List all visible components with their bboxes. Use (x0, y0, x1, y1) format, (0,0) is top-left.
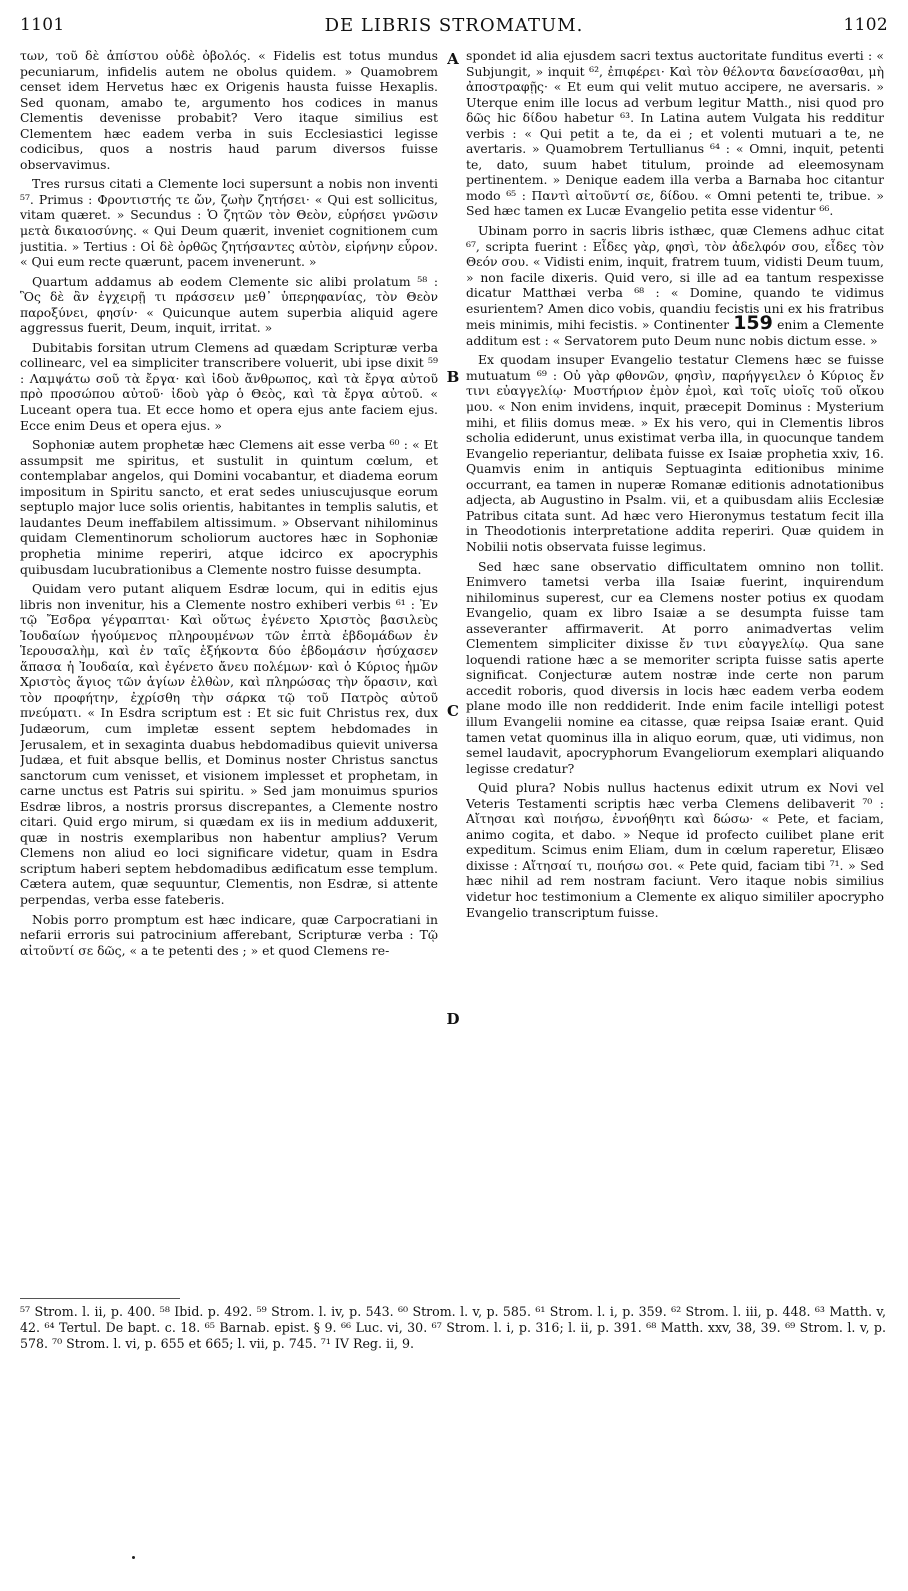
running-header (20, 12, 888, 38)
running-title: DE LIBRIS STROMATUM. (324, 14, 584, 36)
paragraph: Quidam vero putant aliquem Esdræ locum, qui in editis ejus libris non invenitur, his a Clemente nostro exhiberi verbis ⁶¹ : Ἐν τῷ Ἔσδρα γέγραπται· Καὶ οὕτως ἐγένετο Χριστὸς βασιλεὺς Ἰουδαίων ἡγούμενος πληρουμένων τῶν ἑπτὰ ἑβδομάδων ἐν Ἱερουσαλὴμ, καὶ ἐν ταῖς ἑξήκοντα δύο ἑβδομάσιν ἡσύχασεν ἅπασα ἡ Ἰουδαία, καὶ ἐγένετο ἄνευ πολέμων· καὶ ὁ Κύριος ἡμῶν Χριστὸς ἅγιος τῶν ἁγίων ἐλθὼν, καὶ πληρώσας τὴν ὅρασιν, καὶ τὸν προφήτην, ἐχρίσθη τὴν σάρκα τῷ τοῦ Πατρὸς αὐτοῦ πνεύματι. « In Esdra scriptum est : Et sic fuit Christus rex, dux Judæorum, cum impletæ essent septem hebdomades in Jerusalem, et in sexaginta duabus hebdomadibus quievit universa Judæa, et fuit absque bellis, et Dominus noster Christus sanctus sanctorum cum venisset, et visionem implesset et prophetam, in carne unctus est Patris sui spiritu. » Sed jam monuimus spurios Esdræ libros, a nostris prorsus discrepantes, a Clemente nostro citari. Quid ergo mirum, si quædam ex iis in medium adduxerit, quæ in nostris exemplaribus non habentur amplius? Verum Clemens non aliud eo loci significare videtur, quam in Esdra scriptum haberi septem hebdomadibus ædificatum esse templum. Cætera autem, quæ sequuntur, Clementis, non Esdræ, si attente perpendas, verba esse fateberis. (20, 581, 438, 907)
left-column (20, 48, 438, 1288)
margin-letter-b: B (446, 368, 460, 386)
column-number: 159 (733, 312, 773, 335)
paragraph: Ex quodam insuper Evangelio testatur Clemens hæc se fuisse mutuatum ⁶⁹ : Οὐ γὰρ φθονῶν, φησὶν, παρήγγειλεν ὁ Κύριος ἔν τινι εὐαγγελίῳ· Μυστήριον ἐμὸν ἐμοὶ, καὶ τοῖς υἱοῖς τοῦ οἴκου μου. « Non enim invidens, inquit, præcepit Dominus : Mysterium mihi, et filiis domus meæ. » Ex his vero, qui in Clementis libros scholia ediderunt, unus existimat verba illa, in quocunque tandem Evangelio reperiantur, delibata fuisse ex Isaiæ prophetia xxiv, 16. Quamvis enim in antiquis Septuaginta editionibus minime occurrant, ea tamen in nuperæ Romanæ editionis adnotationibus adjecta, ab Augustino in Psalm. vii, et a quibusdam aliis Ecclesiæ Patribus citata sunt. Ad hæc vero Hieronymus testatum fecit illa in Theodotionis interpretatione addita reperiri. Quæ quidem in Nobilii notis observata fuisse legimus. (466, 352, 884, 554)
paragraph: Quartum addamus ab eodem Clemente sic alibi prolatum ⁵⁸ : Ὃς δὲ ἂν ἐγχειρῇ τι πράσσειν μεθ᾽ ὑπερηφανίας, τὸν Θεὸν παροξύνει, φησίν· « Quicunque autem superbia aliquid agere aggressus fuerit, Deum, inquit, irritat. » (20, 273, 438, 336)
paragraph (466, 223, 884, 348)
paragraph: των, τοῦ δὲ ἀπίστου οὐδὲ ὀβολός. « Fidelis est totus mundus pecuniarum, infidelis autem ne obolus quidem. » Quamobrem censet idem Hervetus hæc ex Origenis hausta fuisse Hexaplis. Sed quonam, amabo te, argumento hos codices in manus Clementis devenisse probabit? Vero itaque similius est Clementem hæc eadem verba in suis Ecclesiastici legisse codicibus, quos a nostris haud parum diversos fuisse observavimus. (20, 48, 438, 172)
paragraph-text: enim a Clemente additum est : « Servatorem puto Deum nunc nobis dictum esse. » (466, 317, 884, 348)
right-column (466, 48, 884, 1288)
paragraph: Dubitabis forsitan utrum Clemens ad quædam Scripturæ verba collinearc, vel ea simpliciter transcribere voluerit, ubi ipse dixit ⁵⁹ : Λαμψάτω σοῦ τὰ ἔργα· καὶ ἰδοὺ ἄνθρωπος, καὶ τὰ ἔργα αὐτοῦ πρὸ προσώπου αὐτοῦ· ἰδοὺ γὰρ ὁ Θεὸς, καὶ τὰ ἔργα αὐτοῦ. « Luceant opera tua. Et ecce homo et opera ejus ante faciem ejus. Ecce enim Deus et opera ejus. » (20, 339, 438, 433)
page-number-left: 1101 (20, 15, 65, 35)
margin-letter-a: A (447, 50, 459, 68)
paragraph: Quid plura? Nobis nullus hactenus edixit utrum ex Novi vel Veteris Testamenti scriptis hæc verba Clemens delibaverit ⁷⁰ : Αἴτησαι καὶ ποιήσω, ἐννοήθητι καὶ δώσω· « Pete, et faciam, animo cogita, et dabo. » Neque id profecto cuilibet plane erit expeditum. Scimus enim Eliam, dum in cœlum raperetur, Elisæo dixisse : Αἴτησαί τι, ποιήσω σοι. « Pete quid, faciam tibi ⁷¹. » Sed hæc nihil ad rem nostram faciunt. Vero itaque nobis similius videtur hoc testimonium a Clemente ex aliquo simililer apocrypho Evangelio transcriptum fuisse. (466, 780, 884, 920)
paragraph: spondet id alia ejusdem sacri textus auctoritate funditus everti : « Subjungit, » inquit ⁶², ἐπιφέρει· Καὶ τὸν θέλοντα δανείσασθαι, μὴ ἀποστραφῇς· « Et eum qui velit mutuo accipere, ne aversaris. » Uterque enim ille locus ad verbum legitur Matth., nisi quod pro δῶς hic δίδου habetur ⁶³. In Latina autem Vulgata his redditur verbis : « Qui petit a te, da ei ; et volenti mutuari a te, ne avertaris. » Quamobrem Tertullianus ⁶⁴ : « Omni, inquit, petenti te, dato, suum habet titulum, proinde ad eleemosynam pertinentem. » Denique eadem illa verba a Barnaba hoc citantur modo ⁶⁵ : Παντὶ αἰτοῦντί σε, δίδου. « Omni petenti te, tribue. » Sed hæc tamen ex Lucæ Evangelio petita esse videntur ⁶⁶. (466, 48, 884, 219)
paragraph: Sed hæc sane observatio difficultatem omnino non tollit. Enimvero tametsi verba illa Isaiæ fuerint, inquirendum nihilominus superest, cur ea Clemens noster potius ex quodam Evangelio, quam ex libro Isaiæ a se desumpta fuisse tam asseveranter affirmaverit. At porro animadvertas velim Clementem simpliciter dixisse ἔν τινι εὐαγγελίῳ. Qua sane loquendi ratione hæc a se memoriter scripta fuisse satis aperte significat. Conjecturæ autem nostræ inde certe non parum accedit roboris, quod diversis in locis hæc eadem verba eodem plane modo ille non reddiderit. Inde enim facile intelligi potest illum Evangelii nomine ea citasse, quæ reipsa Isaiæ erant. Quid tamen vetat quominus illa in aliquo eorum, quæ, uti vidimus, non semel laudavit, apocryphorum Evangeliorum exemplari aliquando legisse credatur? (466, 558, 884, 776)
ink-dot (132, 1556, 135, 1559)
paragraph-text: Ubinam porro in sacris libris isthæc, quæ Clemens adhuc citat ⁶⁷, scripta fuerint : Εἶδες γὰρ, φησὶ, τὸν ἀδελφόν σου, εἶδες τὸν Θεόν σου. « Vidisti enim, inquit, fratrem tuum, vidisti Deum tuum, » non facile dixeris. Quid vero, si ille ad ea tantum respexisse dicatur Matthæi verba ⁶⁸ : « Domine, quando te vidimus esurientem? Amen dico vobis, quandiu fecistis uni ex his fratribus meis minimis, mihi fecistis. » Continenter (466, 223, 884, 333)
footnotes: ⁵⁷ Strom. l. ii, p. 400. ⁵⁸ Ibid. p. 492. ⁵⁹ Strom. l. iv, p. 543. ⁶⁰ Strom. l. v, p. 585. ⁶¹ Strom. l. i, p. 359. ⁶² Strom. l. iii, p. 448. ⁶³ Matth. v, 42. ⁶⁴ Tertul. De bapt. c. 18. ⁶⁵ Barnab. epist. § 9. ⁶⁶ Luc. vi, 30. ⁶⁷ Strom. l. i, p. 316; l. ii, p. 391. ⁶⁸ Matth. xxv, 38, 39. ⁶⁹ Strom. l. v, p. 578. ⁷⁰ Strom. l. vi, p. 655 et 665; l. vii, p. 745. ⁷¹ IV Reg. ii, 9. (20, 1304, 886, 1351)
paragraph: Tres rursus citati a Clemente loci supersunt a nobis non inventi ⁵⁷. Primus : Φροντιστής τε ὤν, ζωὴν ζητήσει· « Qui est sollicitus, vitam quæret. » Secundus : Ὁ ζητῶν τὸν Θεὸν, εὑρήσει γνῶσιν μετὰ δικαιοσύνης. « Qui Deum quærit, inveniet cognitionem cum justitia. » Tertius : Οἱ δὲ ὀρθῶς ζητήσαντες αὐτὸν, εἰρήνην εὗρον. « Qui eum recte quærunt, pacem invenerunt. » (20, 176, 438, 270)
margin-letter-c: C (447, 702, 459, 720)
footnote-rule (20, 1298, 180, 1299)
paragraph: Nobis porro promptum est hæc indicare, quæ Carpocratiani in nefarii erroris sui patrocinium afferebant, Scripturæ verba : Τῷ αἰτοῦντί σε δῶς, « a te petenti des ; » et quod Clemens re- (20, 911, 438, 958)
margin-letter-d: D (446, 1010, 460, 1028)
page-number-right: 1102 (843, 15, 888, 35)
paragraph: Sophoniæ autem prophetæ hæc Clemens ait esse verba ⁶⁰ : « Et assumpsit me spiritus, et sustulit in quintum cœlum, et contemplabar angelos, qui Domini vocabantur, et diadema eorum impositum in Spiritu sancto, et erat sedes uniuscujusque eorum septuplo major luce solis orientis, habitantes in templis salutis, et laudantes Deum ineffabilem altissimum. » Observant nihilominus quidam Clementinorum scholiorum auctores hæc in Sophoniæ prophetia minime reperiri, atque idcirco ex apocryphis quibusdam lucubrationibus a Clemente nostro fuisse desumpta. (20, 437, 438, 577)
